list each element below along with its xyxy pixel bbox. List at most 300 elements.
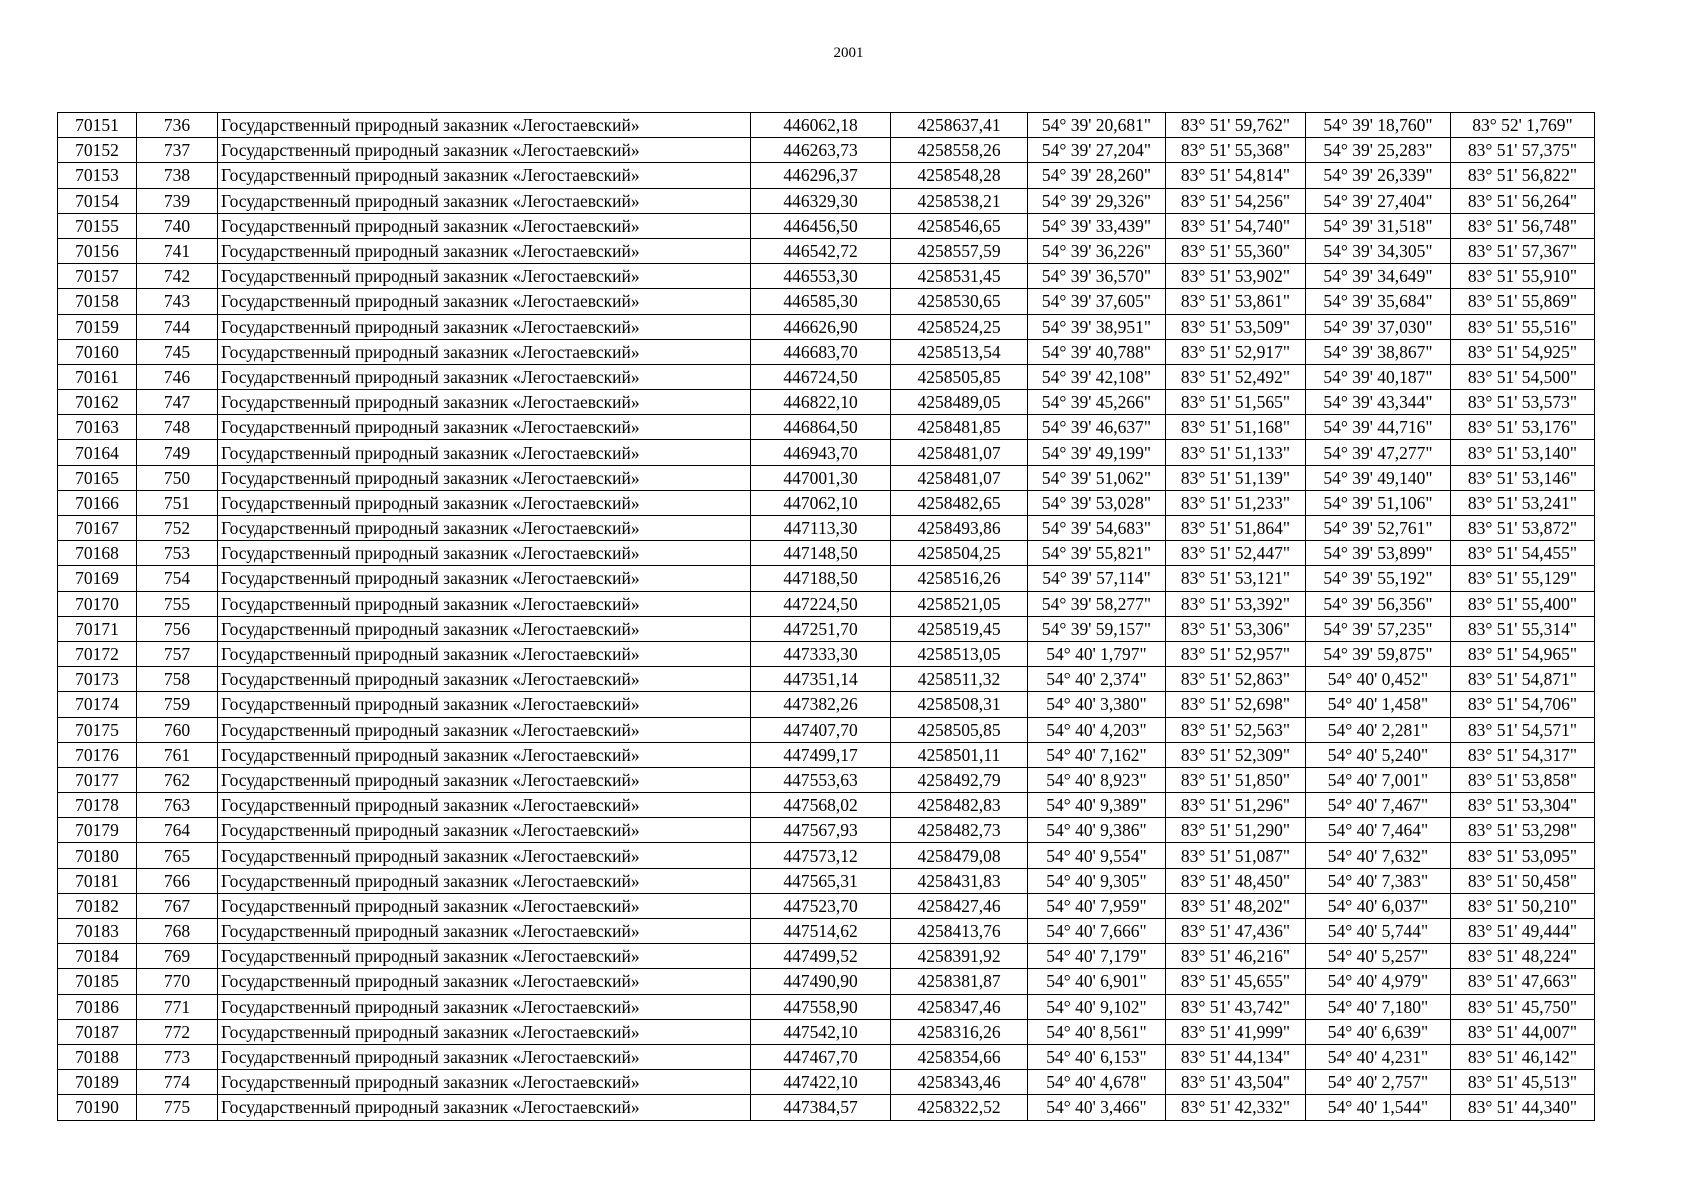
point-number-cell: 774 (137, 1070, 218, 1095)
table-row (58, 641, 1595, 666)
point-id-cell: 70187 (58, 1019, 137, 1044)
latitude-1-cell: 54° 40' 3,466" (1028, 1095, 1166, 1120)
longitude-1-cell: 83° 51' 55,360" (1166, 238, 1306, 263)
latitude-2-cell: 54° 40' 4,231" (1306, 1044, 1451, 1069)
point-id-cell: 70170 (58, 591, 137, 616)
latitude-2-cell: 54° 39' 52,761" (1306, 516, 1451, 541)
latitude-2-cell: 54° 39' 47,277" (1306, 440, 1451, 465)
y-coordinate-cell: 4258431,83 (891, 868, 1028, 893)
point-id-cell: 70161 (58, 364, 137, 389)
point-number-cell: 737 (137, 138, 218, 163)
point-id-cell: 70165 (58, 465, 137, 490)
point-id-cell: 70173 (58, 667, 137, 692)
table-row (58, 1095, 1595, 1120)
longitude-1-cell: 83° 51' 53,902" (1166, 264, 1306, 289)
longitude-1-cell: 83° 51' 43,742" (1166, 994, 1306, 1019)
point-number-cell: 741 (137, 238, 218, 263)
point-id-cell: 70178 (58, 793, 137, 818)
y-coordinate-cell: 4258479,08 (891, 843, 1028, 868)
x-coordinate-cell: 447490,90 (751, 969, 891, 994)
longitude-1-cell: 83° 51' 52,917" (1166, 339, 1306, 364)
latitude-1-cell: 54° 40' 7,959" (1028, 893, 1166, 918)
territory-name-cell: Государственный природный заказник «Легостаевский» (218, 868, 751, 893)
table-row (58, 566, 1595, 591)
latitude-1-cell: 54° 39' 36,570" (1028, 264, 1166, 289)
point-number-cell: 763 (137, 793, 218, 818)
point-number-cell: 762 (137, 767, 218, 792)
x-coordinate-cell: 446943,70 (751, 440, 891, 465)
longitude-1-cell: 83° 51' 51,850" (1166, 767, 1306, 792)
point-number-cell: 748 (137, 415, 218, 440)
point-number-cell: 744 (137, 314, 218, 339)
table-row (58, 591, 1595, 616)
point-number-cell: 765 (137, 843, 218, 868)
table-row (58, 616, 1595, 641)
point-id-cell: 70152 (58, 138, 137, 163)
longitude-1-cell: 83° 51' 54,740" (1166, 213, 1306, 238)
longitude-1-cell: 83° 51' 51,087" (1166, 843, 1306, 868)
latitude-2-cell: 54° 39' 51,106" (1306, 490, 1451, 515)
territory-name-cell: Государственный природный заказник «Легостаевский» (218, 490, 751, 515)
latitude-1-cell: 54° 39' 27,204" (1028, 138, 1166, 163)
longitude-1-cell: 83° 51' 52,563" (1166, 717, 1306, 742)
table-row (58, 1044, 1595, 1069)
longitude-2-cell: 83° 51' 45,513" (1451, 1070, 1595, 1095)
x-coordinate-cell: 447553,63 (751, 767, 891, 792)
longitude-2-cell: 83° 51' 50,458" (1451, 868, 1595, 893)
latitude-2-cell: 54° 39' 27,404" (1306, 188, 1451, 213)
latitude-1-cell: 54° 40' 9,305" (1028, 868, 1166, 893)
table-body (58, 113, 1595, 1121)
territory-name-cell: Государственный природный заказник «Легостаевский» (218, 390, 751, 415)
longitude-2-cell: 83° 51' 55,129" (1451, 566, 1595, 591)
latitude-1-cell: 54° 39' 51,062" (1028, 465, 1166, 490)
longitude-1-cell: 83° 51' 59,762" (1166, 113, 1306, 138)
territory-name-cell: Государственный природный заказник «Легостаевский» (218, 742, 751, 767)
longitude-2-cell: 83° 51' 49,444" (1451, 919, 1595, 944)
point-number-cell: 740 (137, 213, 218, 238)
point-number-cell: 754 (137, 566, 218, 591)
point-number-cell: 758 (137, 667, 218, 692)
territory-name-cell: Государственный природный заказник «Легостаевский» (218, 314, 751, 339)
latitude-1-cell: 54° 40' 9,386" (1028, 818, 1166, 843)
territory-name-cell: Государственный природный заказник «Легостаевский» (218, 969, 751, 994)
table-row (58, 490, 1595, 515)
x-coordinate-cell: 447062,10 (751, 490, 891, 515)
latitude-2-cell: 54° 39' 59,875" (1306, 641, 1451, 666)
point-number-cell: 772 (137, 1019, 218, 1044)
latitude-1-cell: 54° 40' 7,666" (1028, 919, 1166, 944)
longitude-1-cell: 83° 51' 53,121" (1166, 566, 1306, 591)
point-id-cell: 70163 (58, 415, 137, 440)
territory-name-cell: Государственный природный заказник «Легостаевский» (218, 1095, 751, 1120)
longitude-2-cell: 83° 51' 55,400" (1451, 591, 1595, 616)
table-row (58, 742, 1595, 767)
territory-name-cell: Государственный природный заказник «Легостаевский» (218, 944, 751, 969)
point-number-cell: 746 (137, 364, 218, 389)
point-id-cell: 70167 (58, 516, 137, 541)
point-id-cell: 70176 (58, 742, 137, 767)
x-coordinate-cell: 447351,14 (751, 667, 891, 692)
y-coordinate-cell: 4258482,83 (891, 793, 1028, 818)
territory-name-cell: Государственный природный заказник «Легостаевский» (218, 641, 751, 666)
longitude-1-cell: 83° 51' 52,957" (1166, 641, 1306, 666)
longitude-1-cell: 83° 51' 47,436" (1166, 919, 1306, 944)
longitude-1-cell: 83° 51' 53,306" (1166, 616, 1306, 641)
longitude-1-cell: 83° 51' 41,999" (1166, 1019, 1306, 1044)
point-number-cell: 761 (137, 742, 218, 767)
territory-name-cell: Государственный природный заказник «Легостаевский» (218, 415, 751, 440)
x-coordinate-cell: 446864,50 (751, 415, 891, 440)
table-row (58, 717, 1595, 742)
territory-name-cell: Государственный природный заказник «Легостаевский» (218, 566, 751, 591)
longitude-1-cell: 83° 51' 44,134" (1166, 1044, 1306, 1069)
y-coordinate-cell: 4258381,87 (891, 969, 1028, 994)
latitude-1-cell: 54° 40' 4,203" (1028, 717, 1166, 742)
longitude-2-cell: 83° 51' 55,516" (1451, 314, 1595, 339)
table-row (58, 516, 1595, 541)
table-row (58, 289, 1595, 314)
territory-name-cell: Государственный природный заказник «Легостаевский» (218, 818, 751, 843)
y-coordinate-cell: 4258504,25 (891, 541, 1028, 566)
point-id-cell: 70181 (58, 868, 137, 893)
longitude-1-cell: 83° 51' 51,233" (1166, 490, 1306, 515)
latitude-2-cell: 54° 39' 57,235" (1306, 616, 1451, 641)
latitude-2-cell: 54° 39' 56,356" (1306, 591, 1451, 616)
longitude-1-cell: 83° 51' 51,168" (1166, 415, 1306, 440)
y-coordinate-cell: 4258508,31 (891, 692, 1028, 717)
longitude-1-cell: 83° 51' 45,655" (1166, 969, 1306, 994)
longitude-1-cell: 83° 51' 51,133" (1166, 440, 1306, 465)
point-number-cell: 742 (137, 264, 218, 289)
longitude-1-cell: 83° 51' 52,309" (1166, 742, 1306, 767)
territory-name-cell: Государственный природный заказник «Легостаевский» (218, 465, 751, 490)
latitude-2-cell: 54° 39' 49,140" (1306, 465, 1451, 490)
territory-name-cell: Государственный природный заказник «Легостаевский» (218, 440, 751, 465)
point-number-cell: 760 (137, 717, 218, 742)
territory-name-cell: Государственный природный заказник «Легостаевский» (218, 919, 751, 944)
table-row (58, 969, 1595, 994)
point-id-cell: 70175 (58, 717, 137, 742)
longitude-2-cell: 83° 51' 53,146" (1451, 465, 1595, 490)
point-id-cell: 70188 (58, 1044, 137, 1069)
point-number-cell: 764 (137, 818, 218, 843)
latitude-2-cell: 54° 39' 44,716" (1306, 415, 1451, 440)
latitude-2-cell: 54° 39' 37,030" (1306, 314, 1451, 339)
point-id-cell: 70154 (58, 188, 137, 213)
longitude-1-cell: 83° 51' 54,814" (1166, 163, 1306, 188)
y-coordinate-cell: 4258427,46 (891, 893, 1028, 918)
latitude-2-cell: 54° 40' 7,464" (1306, 818, 1451, 843)
table-row (58, 1070, 1595, 1095)
point-number-cell: 766 (137, 868, 218, 893)
longitude-2-cell: 83° 51' 56,264" (1451, 188, 1595, 213)
point-id-cell: 70169 (58, 566, 137, 591)
point-id-cell: 70186 (58, 994, 137, 1019)
longitude-2-cell: 83° 51' 55,910" (1451, 264, 1595, 289)
x-coordinate-cell: 446456,50 (751, 213, 891, 238)
longitude-1-cell: 83° 51' 51,139" (1166, 465, 1306, 490)
point-id-cell: 70160 (58, 339, 137, 364)
territory-name-cell: Государственный природный заказник «Легостаевский» (218, 591, 751, 616)
table-row (58, 919, 1595, 944)
y-coordinate-cell: 4258343,46 (891, 1070, 1028, 1095)
table-row (58, 692, 1595, 717)
territory-name-cell: Государственный природный заказник «Легостаевский» (218, 264, 751, 289)
longitude-2-cell: 83° 51' 44,007" (1451, 1019, 1595, 1044)
point-number-cell: 769 (137, 944, 218, 969)
point-id-cell: 70172 (58, 641, 137, 666)
point-id-cell: 70177 (58, 767, 137, 792)
latitude-2-cell: 54° 39' 34,649" (1306, 264, 1451, 289)
y-coordinate-cell: 4258316,26 (891, 1019, 1028, 1044)
point-number-cell: 753 (137, 541, 218, 566)
x-coordinate-cell: 447514,62 (751, 919, 891, 944)
latitude-2-cell: 54° 40' 5,744" (1306, 919, 1451, 944)
latitude-2-cell: 54° 40' 4,979" (1306, 969, 1451, 994)
table-row (58, 163, 1595, 188)
latitude-2-cell: 54° 39' 25,283" (1306, 138, 1451, 163)
longitude-2-cell: 83° 51' 54,965" (1451, 641, 1595, 666)
x-coordinate-cell: 446062,18 (751, 113, 891, 138)
y-coordinate-cell: 4258322,52 (891, 1095, 1028, 1120)
y-coordinate-cell: 4258505,85 (891, 364, 1028, 389)
point-id-cell: 70162 (58, 390, 137, 415)
latitude-1-cell: 54° 39' 59,157" (1028, 616, 1166, 641)
latitude-1-cell: 54° 39' 54,683" (1028, 516, 1166, 541)
x-coordinate-cell: 446296,37 (751, 163, 891, 188)
territory-name-cell: Государственный природный заказник «Легостаевский» (218, 667, 751, 692)
point-id-cell: 70164 (58, 440, 137, 465)
point-number-cell: 736 (137, 113, 218, 138)
point-number-cell: 767 (137, 893, 218, 918)
latitude-2-cell: 54° 40' 5,240" (1306, 742, 1451, 767)
x-coordinate-cell: 447001,30 (751, 465, 891, 490)
y-coordinate-cell: 4258558,26 (891, 138, 1028, 163)
point-id-cell: 70166 (58, 490, 137, 515)
longitude-2-cell: 83° 51' 55,314" (1451, 616, 1595, 641)
x-coordinate-cell: 447382,26 (751, 692, 891, 717)
longitude-1-cell: 83° 51' 53,509" (1166, 314, 1306, 339)
latitude-2-cell: 54° 39' 18,760" (1306, 113, 1451, 138)
point-id-cell: 70182 (58, 893, 137, 918)
longitude-2-cell: 83° 51' 53,298" (1451, 818, 1595, 843)
y-coordinate-cell: 4258481,85 (891, 415, 1028, 440)
table-row (58, 994, 1595, 1019)
longitude-1-cell: 83° 51' 51,565" (1166, 390, 1306, 415)
territory-name-cell: Государственный природный заказник «Легостаевский» (218, 893, 751, 918)
table-row (58, 1019, 1595, 1044)
table-row (58, 868, 1595, 893)
latitude-2-cell: 54° 40' 7,467" (1306, 793, 1451, 818)
point-id-cell: 70174 (58, 692, 137, 717)
point-number-cell: 750 (137, 465, 218, 490)
point-id-cell: 70159 (58, 314, 137, 339)
latitude-1-cell: 54° 40' 6,901" (1028, 969, 1166, 994)
x-coordinate-cell: 446263,73 (751, 138, 891, 163)
longitude-2-cell: 83° 52' 1,769" (1451, 113, 1595, 138)
latitude-1-cell: 54° 39' 38,951" (1028, 314, 1166, 339)
table-row (58, 843, 1595, 868)
y-coordinate-cell: 4258637,41 (891, 113, 1028, 138)
table-row (58, 818, 1595, 843)
territory-name-cell: Государственный природный заказник «Легостаевский» (218, 213, 751, 238)
territory-name-cell: Государственный природный заказник «Легостаевский» (218, 1070, 751, 1095)
territory-name-cell: Государственный природный заказник «Легостаевский» (218, 616, 751, 641)
point-id-cell: 70179 (58, 818, 137, 843)
longitude-2-cell: 83° 51' 54,925" (1451, 339, 1595, 364)
y-coordinate-cell: 4258531,45 (891, 264, 1028, 289)
y-coordinate-cell: 4258489,05 (891, 390, 1028, 415)
x-coordinate-cell: 447499,52 (751, 944, 891, 969)
point-id-cell: 70156 (58, 238, 137, 263)
point-id-cell: 70153 (58, 163, 137, 188)
latitude-2-cell: 54° 39' 34,305" (1306, 238, 1451, 263)
longitude-1-cell: 83° 51' 48,450" (1166, 868, 1306, 893)
point-id-cell: 70158 (58, 289, 137, 314)
latitude-2-cell: 54° 40' 2,757" (1306, 1070, 1451, 1095)
y-coordinate-cell: 4258538,21 (891, 188, 1028, 213)
table-row (58, 541, 1595, 566)
latitude-2-cell: 54° 40' 7,383" (1306, 868, 1451, 893)
table-row (58, 767, 1595, 792)
territory-name-cell: Государственный природный заказник «Легостаевский» (218, 138, 751, 163)
point-id-cell: 70183 (58, 919, 137, 944)
longitude-2-cell: 83° 51' 53,872" (1451, 516, 1595, 541)
longitude-1-cell: 83° 51' 48,202" (1166, 893, 1306, 918)
point-number-cell: 745 (137, 339, 218, 364)
longitude-1-cell: 83° 51' 52,492" (1166, 364, 1306, 389)
latitude-2-cell: 54° 39' 40,187" (1306, 364, 1451, 389)
latitude-1-cell: 54° 39' 57,114" (1028, 566, 1166, 591)
x-coordinate-cell: 447568,02 (751, 793, 891, 818)
y-coordinate-cell: 4258516,26 (891, 566, 1028, 591)
latitude-1-cell: 54° 39' 37,605" (1028, 289, 1166, 314)
territory-name-cell: Государственный природный заказник «Легостаевский» (218, 188, 751, 213)
longitude-1-cell: 83° 51' 51,290" (1166, 818, 1306, 843)
y-coordinate-cell: 4258521,05 (891, 591, 1028, 616)
x-coordinate-cell: 447384,57 (751, 1095, 891, 1120)
x-coordinate-cell: 447467,70 (751, 1044, 891, 1069)
page-number: 2001 (833, 45, 864, 61)
longitude-1-cell: 83° 51' 43,504" (1166, 1070, 1306, 1095)
point-number-cell: 749 (137, 440, 218, 465)
latitude-1-cell: 54° 40' 2,374" (1028, 667, 1166, 692)
territory-name-cell: Государственный природный заказник «Легостаевский» (218, 1019, 751, 1044)
territory-name-cell: Государственный природный заказник «Легостаевский» (218, 163, 751, 188)
point-number-cell: 755 (137, 591, 218, 616)
point-number-cell: 747 (137, 390, 218, 415)
table-row (58, 944, 1595, 969)
longitude-2-cell: 83° 51' 47,663" (1451, 969, 1595, 994)
latitude-1-cell: 54° 40' 7,162" (1028, 742, 1166, 767)
longitude-2-cell: 83° 51' 56,822" (1451, 163, 1595, 188)
latitude-1-cell: 54° 39' 20,681" (1028, 113, 1166, 138)
table-row (58, 264, 1595, 289)
longitude-1-cell: 83° 51' 53,392" (1166, 591, 1306, 616)
latitude-1-cell: 54° 39' 53,028" (1028, 490, 1166, 515)
point-number-cell: 739 (137, 188, 218, 213)
longitude-1-cell: 83° 51' 51,296" (1166, 793, 1306, 818)
point-number-cell: 743 (137, 289, 218, 314)
table-row (58, 314, 1595, 339)
y-coordinate-cell: 4258530,65 (891, 289, 1028, 314)
y-coordinate-cell: 4258513,54 (891, 339, 1028, 364)
y-coordinate-cell: 4258557,59 (891, 238, 1028, 263)
latitude-2-cell: 54° 39' 26,339" (1306, 163, 1451, 188)
y-coordinate-cell: 4258513,05 (891, 641, 1028, 666)
longitude-2-cell: 83° 51' 55,869" (1451, 289, 1595, 314)
x-coordinate-cell: 447188,50 (751, 566, 891, 591)
x-coordinate-cell: 446585,30 (751, 289, 891, 314)
x-coordinate-cell: 447499,17 (751, 742, 891, 767)
table-row (58, 667, 1595, 692)
territory-name-cell: Государственный природный заказник «Легостаевский» (218, 238, 751, 263)
latitude-1-cell: 54° 39' 40,788" (1028, 339, 1166, 364)
longitude-1-cell: 83° 51' 51,864" (1166, 516, 1306, 541)
territory-name-cell: Государственный природный заказник «Легостаевский» (218, 113, 751, 138)
x-coordinate-cell: 447422,10 (751, 1070, 891, 1095)
x-coordinate-cell: 447567,93 (751, 818, 891, 843)
x-coordinate-cell: 447565,31 (751, 868, 891, 893)
y-coordinate-cell: 4258505,85 (891, 717, 1028, 742)
point-number-cell: 759 (137, 692, 218, 717)
y-coordinate-cell: 4258546,65 (891, 213, 1028, 238)
latitude-2-cell: 54° 39' 35,684" (1306, 289, 1451, 314)
latitude-2-cell: 54° 39' 55,192" (1306, 566, 1451, 591)
point-id-cell: 70190 (58, 1095, 137, 1120)
point-number-cell: 757 (137, 641, 218, 666)
latitude-2-cell: 54° 39' 43,344" (1306, 390, 1451, 415)
latitude-1-cell: 54° 40' 8,561" (1028, 1019, 1166, 1044)
latitude-2-cell: 54° 40' 5,257" (1306, 944, 1451, 969)
latitude-1-cell: 54° 40' 1,797" (1028, 641, 1166, 666)
longitude-2-cell: 83° 51' 53,140" (1451, 440, 1595, 465)
latitude-1-cell: 54° 40' 6,153" (1028, 1044, 1166, 1069)
table-row (58, 440, 1595, 465)
x-coordinate-cell: 446553,30 (751, 264, 891, 289)
table-row (58, 138, 1595, 163)
latitude-2-cell: 54° 39' 53,899" (1306, 541, 1451, 566)
territory-name-cell: Государственный природный заказник «Легостаевский» (218, 339, 751, 364)
latitude-2-cell: 54° 39' 38,867" (1306, 339, 1451, 364)
y-coordinate-cell: 4258511,32 (891, 667, 1028, 692)
x-coordinate-cell: 447251,70 (751, 616, 891, 641)
table-row (58, 415, 1595, 440)
longitude-2-cell: 83° 51' 44,340" (1451, 1095, 1595, 1120)
table-row (58, 339, 1595, 364)
point-number-cell: 738 (137, 163, 218, 188)
x-coordinate-cell: 447148,50 (751, 541, 891, 566)
x-coordinate-cell: 447407,70 (751, 717, 891, 742)
x-coordinate-cell: 446683,70 (751, 339, 891, 364)
x-coordinate-cell: 446724,50 (751, 364, 891, 389)
latitude-2-cell: 54° 40' 7,001" (1306, 767, 1451, 792)
territory-name-cell: Государственный природный заказник «Легостаевский» (218, 793, 751, 818)
territory-name-cell: Государственный природный заказник «Легостаевский» (218, 364, 751, 389)
y-coordinate-cell: 4258524,25 (891, 314, 1028, 339)
point-number-cell: 770 (137, 969, 218, 994)
y-coordinate-cell: 4258493,86 (891, 516, 1028, 541)
x-coordinate-cell: 446329,30 (751, 188, 891, 213)
longitude-2-cell: 83° 51' 57,375" (1451, 138, 1595, 163)
point-id-cell: 70189 (58, 1070, 137, 1095)
longitude-1-cell: 83° 51' 52,447" (1166, 541, 1306, 566)
longitude-2-cell: 83° 51' 54,500" (1451, 364, 1595, 389)
territory-name-cell: Государственный природный заказник «Легостаевский» (218, 994, 751, 1019)
latitude-1-cell: 54° 39' 49,199" (1028, 440, 1166, 465)
table-row (58, 238, 1595, 263)
